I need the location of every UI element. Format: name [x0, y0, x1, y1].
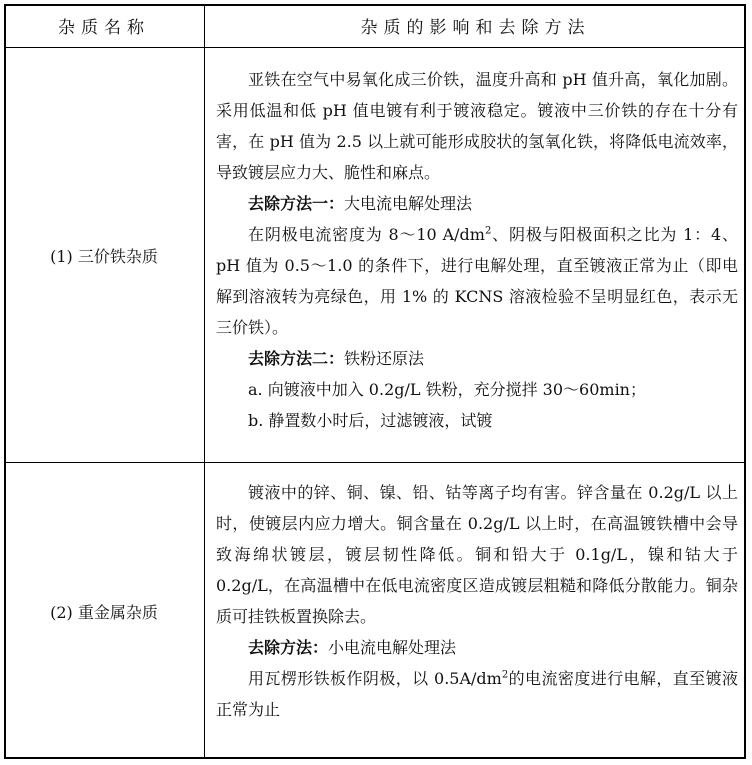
- row2-method-text-b: 的电流密度进行电解，直至镀液正常为止: [216, 669, 738, 719]
- row1-impurity-name: (1) 三价铁杂质: [50, 246, 158, 266]
- row1-method1-heading: [216, 188, 738, 219]
- row2-intro: 镀液中的锌、铜、镍、铅、钴等离子均有害。锌含量在 0.2g/L 以上时，使镀层内应力增大。铜含量在 0.2g/L 以上时，在高温镀铁槽中会导致海绵状镀层，镀层韧性降低。铜和铅大于 0.1g/L，镍和钴大于 0.2g/L，在高温槽中在低电流密度区造成镀层粗糙和降低分散能力。铜杂质可挂铁板置换除去。: [216, 483, 738, 626]
- row1-method2-name: 铁粉还原法: [344, 349, 425, 368]
- row2-method-sup: 2: [501, 669, 509, 681]
- row1-method2-heading: [216, 343, 738, 374]
- row2-method-text: [216, 663, 738, 725]
- row1-method1-text-a: 在阴极电流密度为 8～10 A/dm: [248, 225, 485, 244]
- header-impact-and-removal: 杂质的影响和去除方法: [360, 18, 591, 38]
- row1-step-b: b. 静置数小时后，过滤镀液，试镀: [248, 411, 493, 430]
- row1-method1-name: 大电流电解处理法: [344, 194, 473, 213]
- row2-method-text-a: 用瓦楞形铁板作阴极，以 0.5A/dm: [248, 669, 502, 688]
- row1-step-a: a. 向镀液中加入 0.2g/L 铁粉，充分搅拌 30～60min；: [248, 380, 646, 399]
- row1-method1-sup: 2: [484, 225, 492, 237]
- column-divider: [204, 4, 205, 759]
- row1-method1-text: [216, 219, 738, 343]
- row1-intro: 亚铁在空气中易氧化成三价铁，温度升高和 pH 值升高，氧化加剧。采用低温和低 pH 值电镀有利于镀液稳定。镀液中三价铁的存在十分有害，在 pH 值为 2.5 以上就可能形成胶状的氢氧化铁，将降低电流效率，导致镀层应力大、脆性和麻点。: [216, 70, 738, 182]
- impurity-table: [4, 4, 746, 759]
- row2-method-name: 小电流电解处理法: [328, 638, 457, 657]
- row2-method-heading: [216, 632, 738, 663]
- header-impurity-name: 杂质名称: [58, 18, 150, 38]
- row1-content: [216, 64, 738, 436]
- row1-method2-label: 去除方法二：: [248, 349, 345, 368]
- row2-method-label: 去除方法：: [248, 638, 329, 657]
- row2-impurity-name: (2) 重金属杂质: [50, 602, 158, 622]
- row1-method1-text-b: 、阴极与阳极面积之比为 1：4、pH 值为 0.5～1.0 的条件下，进行电解处理，直至镀液正常为止（即电解到溶液转为亮绿色，用 1% 的 KCNS 溶液检验不呈明显红色，表示无三价铁）。: [216, 225, 738, 337]
- row1-method1-label: 去除方法一：: [248, 194, 345, 213]
- row2-content: [216, 477, 738, 725]
